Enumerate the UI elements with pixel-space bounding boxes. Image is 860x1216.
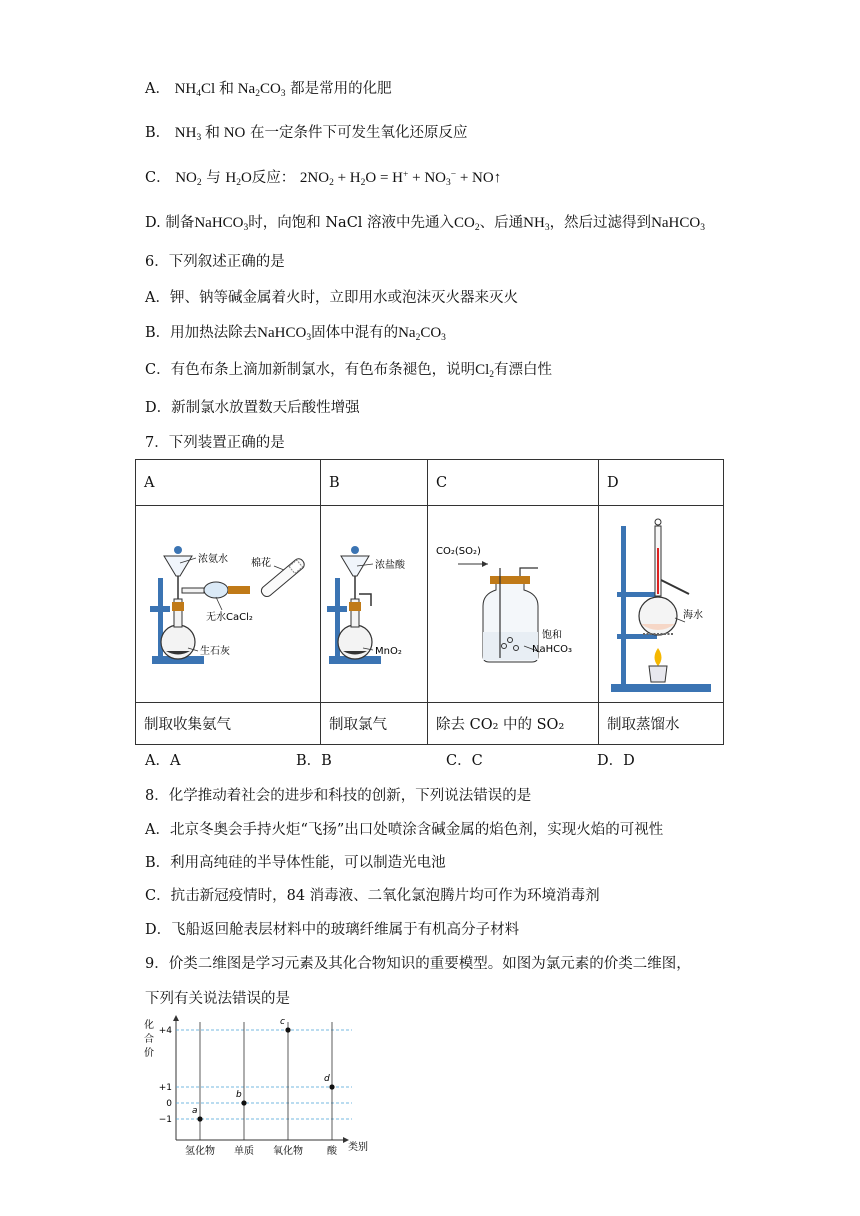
- q6-stem: 6．下列叙述正确的是: [145, 254, 285, 270]
- q9-stem-line2: 下列有关说法错误的是: [145, 991, 290, 1007]
- equation: $2NO_2 + H_2O = H^+ + NO_3^-$ + NO↑: [299, 170, 502, 188]
- data-point-b: [241, 1100, 246, 1105]
- label-cacl2: 无水CaCl₂: [206, 612, 253, 623]
- q7-stem: 7．下列装置正确的是: [145, 435, 285, 451]
- distillation-apparatus-diagram: [599, 506, 723, 698]
- q7-answer-c: C．C: [446, 753, 483, 769]
- ammonia-apparatus-diagram: [136, 506, 320, 698]
- q6-option-b: B．用加热法除去NaHCO$_3$固体中混有的$Na_2CO_3$: [145, 325, 446, 343]
- y-tick-label: +1: [158, 1083, 172, 1093]
- q7-answer-b: B．B: [296, 753, 332, 769]
- apparatus-c: [428, 506, 599, 703]
- label-conc-ammonia: 浓氨水: [198, 554, 228, 565]
- x-axis-label: 类别: [348, 1142, 368, 1153]
- valence-category-chart: [140, 1012, 380, 1162]
- point-label: c: [280, 1017, 285, 1027]
- apparatus-d: [599, 506, 724, 703]
- data-point-a: [197, 1116, 202, 1121]
- y-axis-label-char: 合: [144, 1034, 154, 1045]
- y-axis-label-char: 化: [144, 1020, 154, 1031]
- q6-option-a: A．钾、钠等碱金属着火时，立即用水或泡沫灭火器来灭火: [145, 290, 518, 306]
- x-tick-label: 酸: [327, 1146, 337, 1157]
- x-tick-label: 单质: [234, 1146, 254, 1157]
- caption-b: 制取氯气: [321, 703, 428, 745]
- q5-option-c: C． $NO_2$ 与 $H_2O$反应： $2NO_2 + H_2O = H^+ + NO_3^-$ + NO↑: [145, 170, 502, 188]
- label-nahco3: NaHCO₃: [532, 644, 572, 655]
- q8-stem: 8．化学推动着社会的进步和科技的创新，下列说法错误的是: [145, 788, 532, 804]
- data-point-d: [329, 1084, 334, 1089]
- y-axis-label: [144, 1018, 154, 1059]
- chlorine-apparatus-diagram: [321, 506, 427, 698]
- caption-d: 制取蒸馏水: [599, 703, 724, 745]
- y-tick-label: −1: [158, 1115, 172, 1125]
- q8-option-a: A．北京冬奥会手持火炬“飞扬”出口处喷涂含碱金属的焰色剂，实现火焰的可视性: [145, 822, 664, 838]
- q5-option-a: A． $NH_4Cl$ 和 $Na_2CO_3$ 都是常用的化肥: [145, 81, 392, 99]
- point-label: a: [192, 1106, 198, 1116]
- header-b: B: [321, 460, 428, 506]
- q8-option-c: C．抗击新冠疫情时，84 消毒液、二氧化氯泡腾片均可作为环境消毒剂: [145, 888, 600, 904]
- apparatus-a: [136, 506, 321, 703]
- x-tick-label: 氧化物: [273, 1146, 303, 1157]
- q6-option-d: D．新制氯水放置数天后酸性增强: [145, 400, 360, 416]
- data-point-c: [285, 1027, 290, 1032]
- label-gas-inlet: CO₂(SO₂): [436, 546, 481, 557]
- q6-option-c: C．有色布条上滴加新制氯水，有色布条褪色，说明$Cl_2$有漂白性: [145, 362, 553, 380]
- header-d: D: [599, 460, 724, 506]
- q5-option-b: B． $NH_3$ 和 NO 在一定条件下可发生氧化还原反应: [145, 125, 468, 143]
- x-tick-label: 氢化物: [185, 1146, 215, 1157]
- apparatus-b: [321, 506, 428, 703]
- gas-washing-bottle-diagram: [428, 506, 598, 698]
- caption-c: 除去 CO₂ 中的 SO₂: [428, 703, 599, 745]
- y-axis-label-char: 价: [144, 1048, 154, 1059]
- label-quicklime: 生石灰: [200, 646, 230, 657]
- y-tick-label: +4: [158, 1026, 172, 1036]
- caption-a: 制取收集氨气: [136, 703, 321, 745]
- label-mno2: MnO₂: [375, 646, 402, 657]
- y-tick-label: 0: [166, 1099, 172, 1109]
- q8-option-d: D．飞船返回舱表层材料中的玻璃纤维属于有机高分子材料: [145, 922, 520, 938]
- label-saturated: 饱和: [542, 630, 562, 641]
- header-a: A: [136, 460, 321, 506]
- label-cotton: 棉花: [251, 558, 271, 569]
- apparatus-table: [135, 459, 724, 745]
- q7-answer-a: A．A: [145, 753, 181, 769]
- q7-answer-d: D．D: [597, 753, 635, 769]
- q5-option-d: D. 制备NaHCO$_3$时，向饱和 NaCl 溶液中先通入$CO_2$、后通$NH_3$，然后过滤得到NaHCO$_3$: [145, 215, 705, 233]
- q9-stem-line1: 9．价类二维图是学习元素及其化合物知识的重要模型。如图为氯元素的价类二维图，: [145, 956, 691, 972]
- point-label: b: [236, 1090, 242, 1100]
- q8-option-b: B．利用高纯硅的半导体性能，可以制造光电池: [145, 855, 446, 871]
- label-seawater: 海水: [683, 610, 703, 621]
- header-c: C: [428, 460, 599, 506]
- label-conc-hcl: 浓盐酸: [375, 560, 405, 571]
- point-label: d: [324, 1074, 330, 1084]
